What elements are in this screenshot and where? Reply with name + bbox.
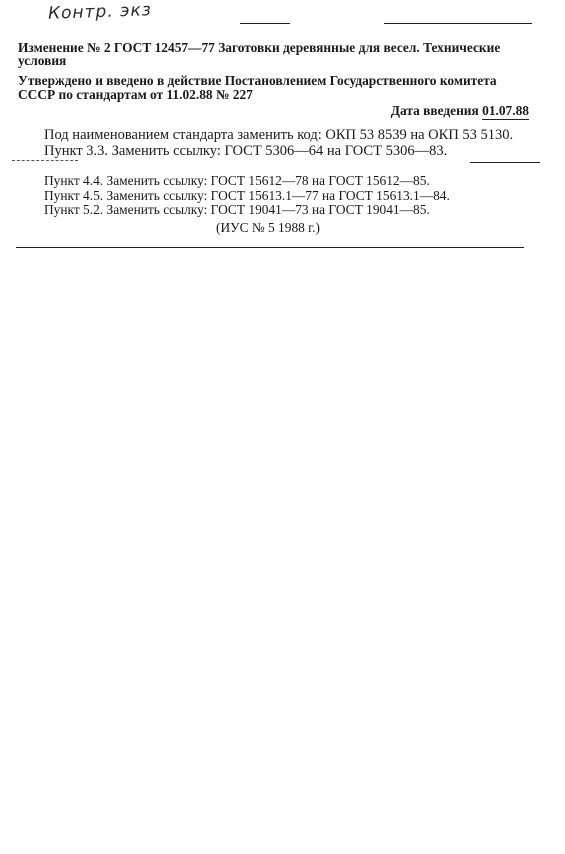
handwritten-note: Контр. экз (47, 0, 153, 24)
paragraph-3-3: Пункт 3.3. Заменить ссылку: ГОСТ 5306—64 на ГОСТ 5306—83. (44, 143, 448, 159)
effective-date-label: Дата введения (390, 103, 479, 118)
effective-date (391, 103, 529, 119)
source-reference: (ИУС № 5 1988 г.) (216, 220, 320, 235)
effective-date-value: 01.07.88 (482, 103, 529, 118)
amendment-title-continued: условия (18, 53, 67, 68)
approval-line: Утверждено и введено в действие Постановлением Государственного комитета (18, 73, 497, 88)
bottom-rule (16, 247, 524, 248)
paragraph-4-4: Пункт 4.4. Заменить ссылку: ГОСТ 15612—78 на ГОСТ 15612—85. (44, 173, 430, 188)
paragraph-5-2: Пункт 5.2. Заменить ссылку: ГОСТ 19041—73 на ГОСТ 19041—85. (44, 202, 430, 217)
top-rule-right (384, 23, 532, 24)
approval-line-continued: СССР по стандартам от 11.02.88 № 227 (18, 87, 253, 102)
divider-dashed-left (12, 160, 78, 161)
amendment-title: Изменение № 2 ГОСТ 12457—77 Заготовки деревянные для весел. Технические (18, 40, 501, 55)
paragraph-code: Под наименованием стандарта заменить код: ОКП 53 8539 на ОКП 53 5130. (44, 127, 514, 143)
paragraph-4-5: Пункт 4.5. Заменить ссылку: ГОСТ 15613.1—77 на ГОСТ 15613.1—84. (44, 188, 450, 203)
divider-right (470, 162, 540, 163)
top-rule-left (240, 23, 290, 24)
